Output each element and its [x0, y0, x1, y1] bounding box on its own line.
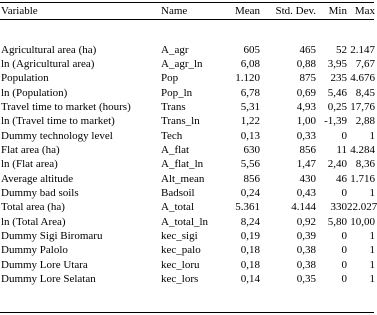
cell-max: 8,36	[355, 158, 375, 171]
table-row	[0, 172, 377, 186]
cell-max: 1	[369, 244, 375, 257]
cell-min: 0	[341, 129, 347, 142]
table-row	[0, 273, 377, 287]
cell-mean: 5,31	[240, 101, 260, 114]
table-row	[0, 43, 377, 57]
table-row	[0, 229, 377, 243]
cell-name: A_agr_ln	[161, 58, 203, 71]
cell-std-dev: 4,93	[296, 101, 316, 114]
cell-name: Pop_ln	[161, 86, 193, 99]
cell-std-dev: 4.144	[291, 201, 316, 214]
cell-mean: 0,14	[240, 273, 260, 286]
header-max: Max	[354, 4, 375, 17]
table-row	[0, 186, 377, 200]
header-std-dev: Std. Dev.	[275, 4, 316, 17]
table-row	[0, 258, 377, 272]
header-mean: Mean	[234, 4, 260, 17]
cell-variable: ln (Population)	[1, 86, 68, 99]
cell-name: A_flat	[161, 144, 190, 157]
cell-name: kec_loru	[161, 258, 200, 271]
cell-name: Trans	[161, 101, 186, 114]
cell-max: 8,45	[355, 86, 375, 99]
cell-variable: ln (Agricultural area)	[1, 58, 95, 71]
cell-name: Badsoil	[161, 187, 195, 200]
cell-variable: Dummy Sigi Biromaru	[1, 230, 103, 243]
cell-name: A_agr	[161, 43, 189, 56]
cell-min: 0	[341, 258, 347, 271]
header-variable: Variable	[1, 4, 38, 17]
cell-min: 0	[341, 187, 347, 200]
cell-mean: 5,56	[240, 158, 260, 171]
cell-mean: 0,13	[240, 129, 260, 142]
cell-max: 1	[369, 258, 375, 271]
cell-name: Trans_ln	[161, 115, 200, 128]
header-min: Min	[328, 4, 347, 17]
cell-min: 235	[330, 72, 347, 85]
header-row	[0, 3, 377, 19]
cell-max: 1	[369, 230, 375, 243]
cell-max: 1	[369, 187, 375, 200]
cell-std-dev: 0,38	[296, 244, 316, 257]
cell-std-dev: 0,33	[296, 129, 316, 142]
cell-min: 52	[336, 43, 347, 56]
cell-variable: ln (Total Area)	[1, 215, 66, 228]
table-row	[0, 115, 377, 129]
cell-name: A_flat_ln	[161, 158, 204, 171]
cell-min: 0	[341, 230, 347, 243]
cell-min: 5,80	[327, 215, 347, 228]
cell-std-dev: 0,88	[296, 58, 316, 71]
cell-mean: 8,24	[240, 215, 260, 228]
cell-mean: 5.361	[235, 201, 260, 214]
cell-std-dev: 0,92	[296, 215, 316, 228]
cell-variable: Agricultural area (ha)	[1, 43, 97, 56]
cell-variable: Dummy Lore Utara	[1, 258, 88, 271]
cell-name: A_total_ln	[161, 215, 209, 228]
cell-mean: 856	[243, 172, 260, 185]
cell-variable: ln (Travel time to market)	[1, 115, 115, 128]
cell-max: 1	[369, 129, 375, 142]
cell-std-dev: 430	[299, 172, 316, 185]
table-row	[0, 201, 377, 215]
table-row	[0, 100, 377, 114]
cell-name: kec_palo	[161, 244, 201, 257]
table-row	[0, 86, 377, 100]
cell-variable: Average altitude	[1, 172, 74, 185]
cell-mean: 1.120	[235, 72, 260, 85]
cell-name: A_total	[161, 201, 194, 214]
cell-min: 5,46	[327, 86, 347, 99]
cell-variable: Flat area (ha)	[1, 144, 60, 157]
table-bottom-rule	[0, 312, 374, 313]
cell-max: 2.147	[350, 43, 375, 56]
cell-mean: 0,18	[240, 244, 260, 257]
cell-variable: ln (Flat area)	[1, 158, 58, 171]
cell-name: kec_lors	[161, 273, 199, 286]
cell-name: Tech	[161, 129, 183, 142]
cell-variable: Population	[1, 72, 49, 85]
cell-mean: 6,78	[240, 86, 260, 99]
cell-variable: Travel time to market (hours)	[1, 101, 131, 114]
cell-name: Pop	[161, 72, 179, 85]
cell-variable: Dummy bad soils	[1, 187, 79, 200]
cell-std-dev: 0,69	[296, 86, 316, 99]
cell-min: 46	[336, 172, 347, 185]
cell-mean: 605	[243, 43, 260, 56]
cell-max: 1	[369, 273, 375, 286]
cell-std-dev: 0,35	[296, 273, 316, 286]
cell-std-dev: 875	[299, 72, 316, 85]
cell-min: 2,40	[327, 158, 347, 171]
cell-variable: Dummy Palolo	[1, 244, 68, 257]
cell-min: 0	[341, 244, 347, 257]
table-row	[0, 72, 377, 86]
cell-max: 22.027	[347, 201, 377, 214]
cell-min: 0	[341, 273, 347, 286]
cell-max: 4.676	[350, 72, 375, 85]
cell-std-dev: 1,47	[296, 158, 316, 171]
cell-std-dev: 0,38	[296, 258, 316, 271]
cell-max: 10,00	[350, 215, 375, 228]
cell-max: 2,88	[355, 115, 375, 128]
cell-std-dev: 465	[299, 43, 316, 56]
cell-mean: 1,22	[240, 115, 260, 128]
table-row	[0, 215, 377, 229]
cell-name: kec_sigi	[161, 230, 198, 243]
cell-mean: 0,24	[240, 187, 260, 200]
cell-max: 4.284	[350, 144, 375, 157]
cell-std-dev: 856	[299, 144, 316, 157]
cell-mean: 630	[243, 144, 260, 157]
cell-min: 0,25	[327, 101, 347, 114]
header-name: Name	[161, 4, 188, 17]
cell-std-dev: 1,00	[296, 115, 316, 128]
cell-max: 1.716	[350, 172, 375, 185]
statistics-table	[0, 3, 377, 287]
table-body	[0, 19, 377, 287]
cell-max: 7,67	[355, 58, 375, 71]
cell-min: 330	[330, 201, 347, 214]
table-row	[0, 129, 377, 143]
cell-min: -1,39	[324, 115, 347, 128]
cell-name: Alt_mean	[161, 172, 205, 185]
cell-variable: Total area (ha)	[1, 201, 65, 214]
cell-std-dev: 0,43	[296, 187, 316, 200]
cell-mean: 0,19	[240, 230, 260, 243]
table-row	[0, 143, 377, 157]
table-row	[0, 57, 377, 71]
cell-max: 17,76	[350, 101, 375, 114]
cell-std-dev: 0,39	[296, 230, 316, 243]
cell-mean: 0,18	[240, 258, 260, 271]
table-row	[0, 244, 377, 258]
cell-mean: 6,08	[240, 58, 260, 71]
cell-min: 11	[336, 144, 347, 157]
table-row	[0, 158, 377, 172]
cell-variable: Dummy Lore Selatan	[1, 273, 96, 286]
header-spacer-row	[0, 19, 377, 43]
cell-variable: Dummy technology level	[1, 129, 113, 142]
cell-min: 3,95	[327, 58, 347, 71]
